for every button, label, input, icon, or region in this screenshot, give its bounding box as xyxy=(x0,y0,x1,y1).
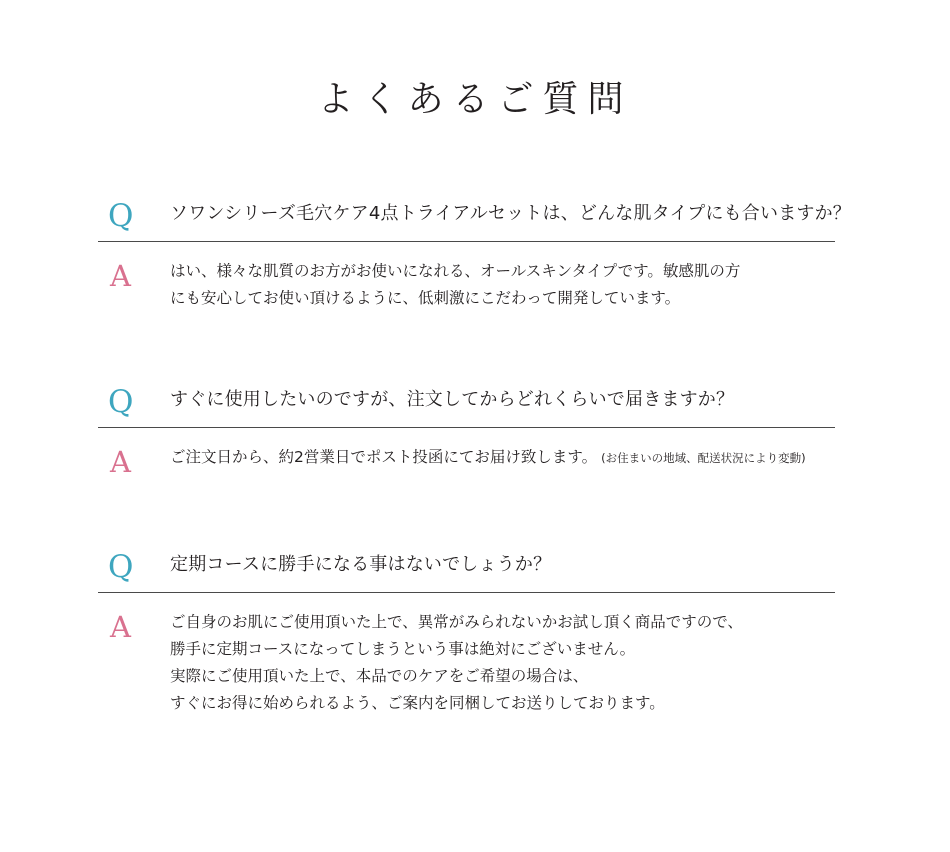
question-mark-letter: Q xyxy=(108,198,134,234)
faq-question-text: ソワンシリーズ毛穴ケア4点トライアルセットは、どんな肌タイプにも合いますか？ xyxy=(170,203,851,224)
faq-answer-row xyxy=(98,428,835,479)
faq-answer-text xyxy=(170,444,835,472)
answer-mark-letter: A xyxy=(110,445,131,479)
answer-note: (お住まいの地域、配送状況により変動) xyxy=(601,451,806,465)
faq-item-1 xyxy=(98,185,851,312)
question-mark-letter: Q xyxy=(108,384,134,420)
faq-question-row xyxy=(98,536,835,593)
answer-mark-letter: A xyxy=(110,610,131,644)
faq-answer-text xyxy=(170,609,835,717)
answer-line: にも安心してお使い頂けるように、低刺激にこだわって開発しています。 xyxy=(170,289,681,307)
faq-item-2 xyxy=(98,371,835,479)
answer-line xyxy=(170,444,835,472)
faq-question-text: すぐに使用したいのですが、注文してからどれくらいで届きますか？ xyxy=(170,389,735,410)
faq-answer-row xyxy=(98,593,835,717)
answer-line: 勝手に定期コースになってしまうという事は絶対にございません。 xyxy=(170,640,636,658)
faq-answer-row xyxy=(98,242,835,312)
answer-line: すぐにお得に始められるよう、ご案内を同梱してお送りしております。 xyxy=(170,694,665,712)
question-mark-letter: Q xyxy=(108,549,134,585)
answer-main-text: ご注文日から、約2営業日でポスト投函にてお届け致します。 xyxy=(170,448,598,466)
faq-answer-text xyxy=(170,258,835,312)
answer-mark-letter: A xyxy=(110,259,131,293)
page-title: よくあるご質問 xyxy=(317,79,633,120)
faq-question-row xyxy=(98,185,851,242)
faq-question-row xyxy=(98,371,835,428)
faq-question-text: 定期コースに勝手になる事はないでしょうか？ xyxy=(170,554,552,575)
answer-line: はい、様々な肌質のお方がお使いになれる、オールスキンタイプです。敏感肌の方 xyxy=(170,262,741,280)
answer-line: 実際にご使用頂いた上で、本品でのケアをご希望の場合は、 xyxy=(170,667,589,685)
answer-line: ご自身のお肌にご使用頂いた上で、異常がみられないかお試し頂く商品ですので、 xyxy=(170,613,743,631)
faq-item-3 xyxy=(98,536,835,717)
